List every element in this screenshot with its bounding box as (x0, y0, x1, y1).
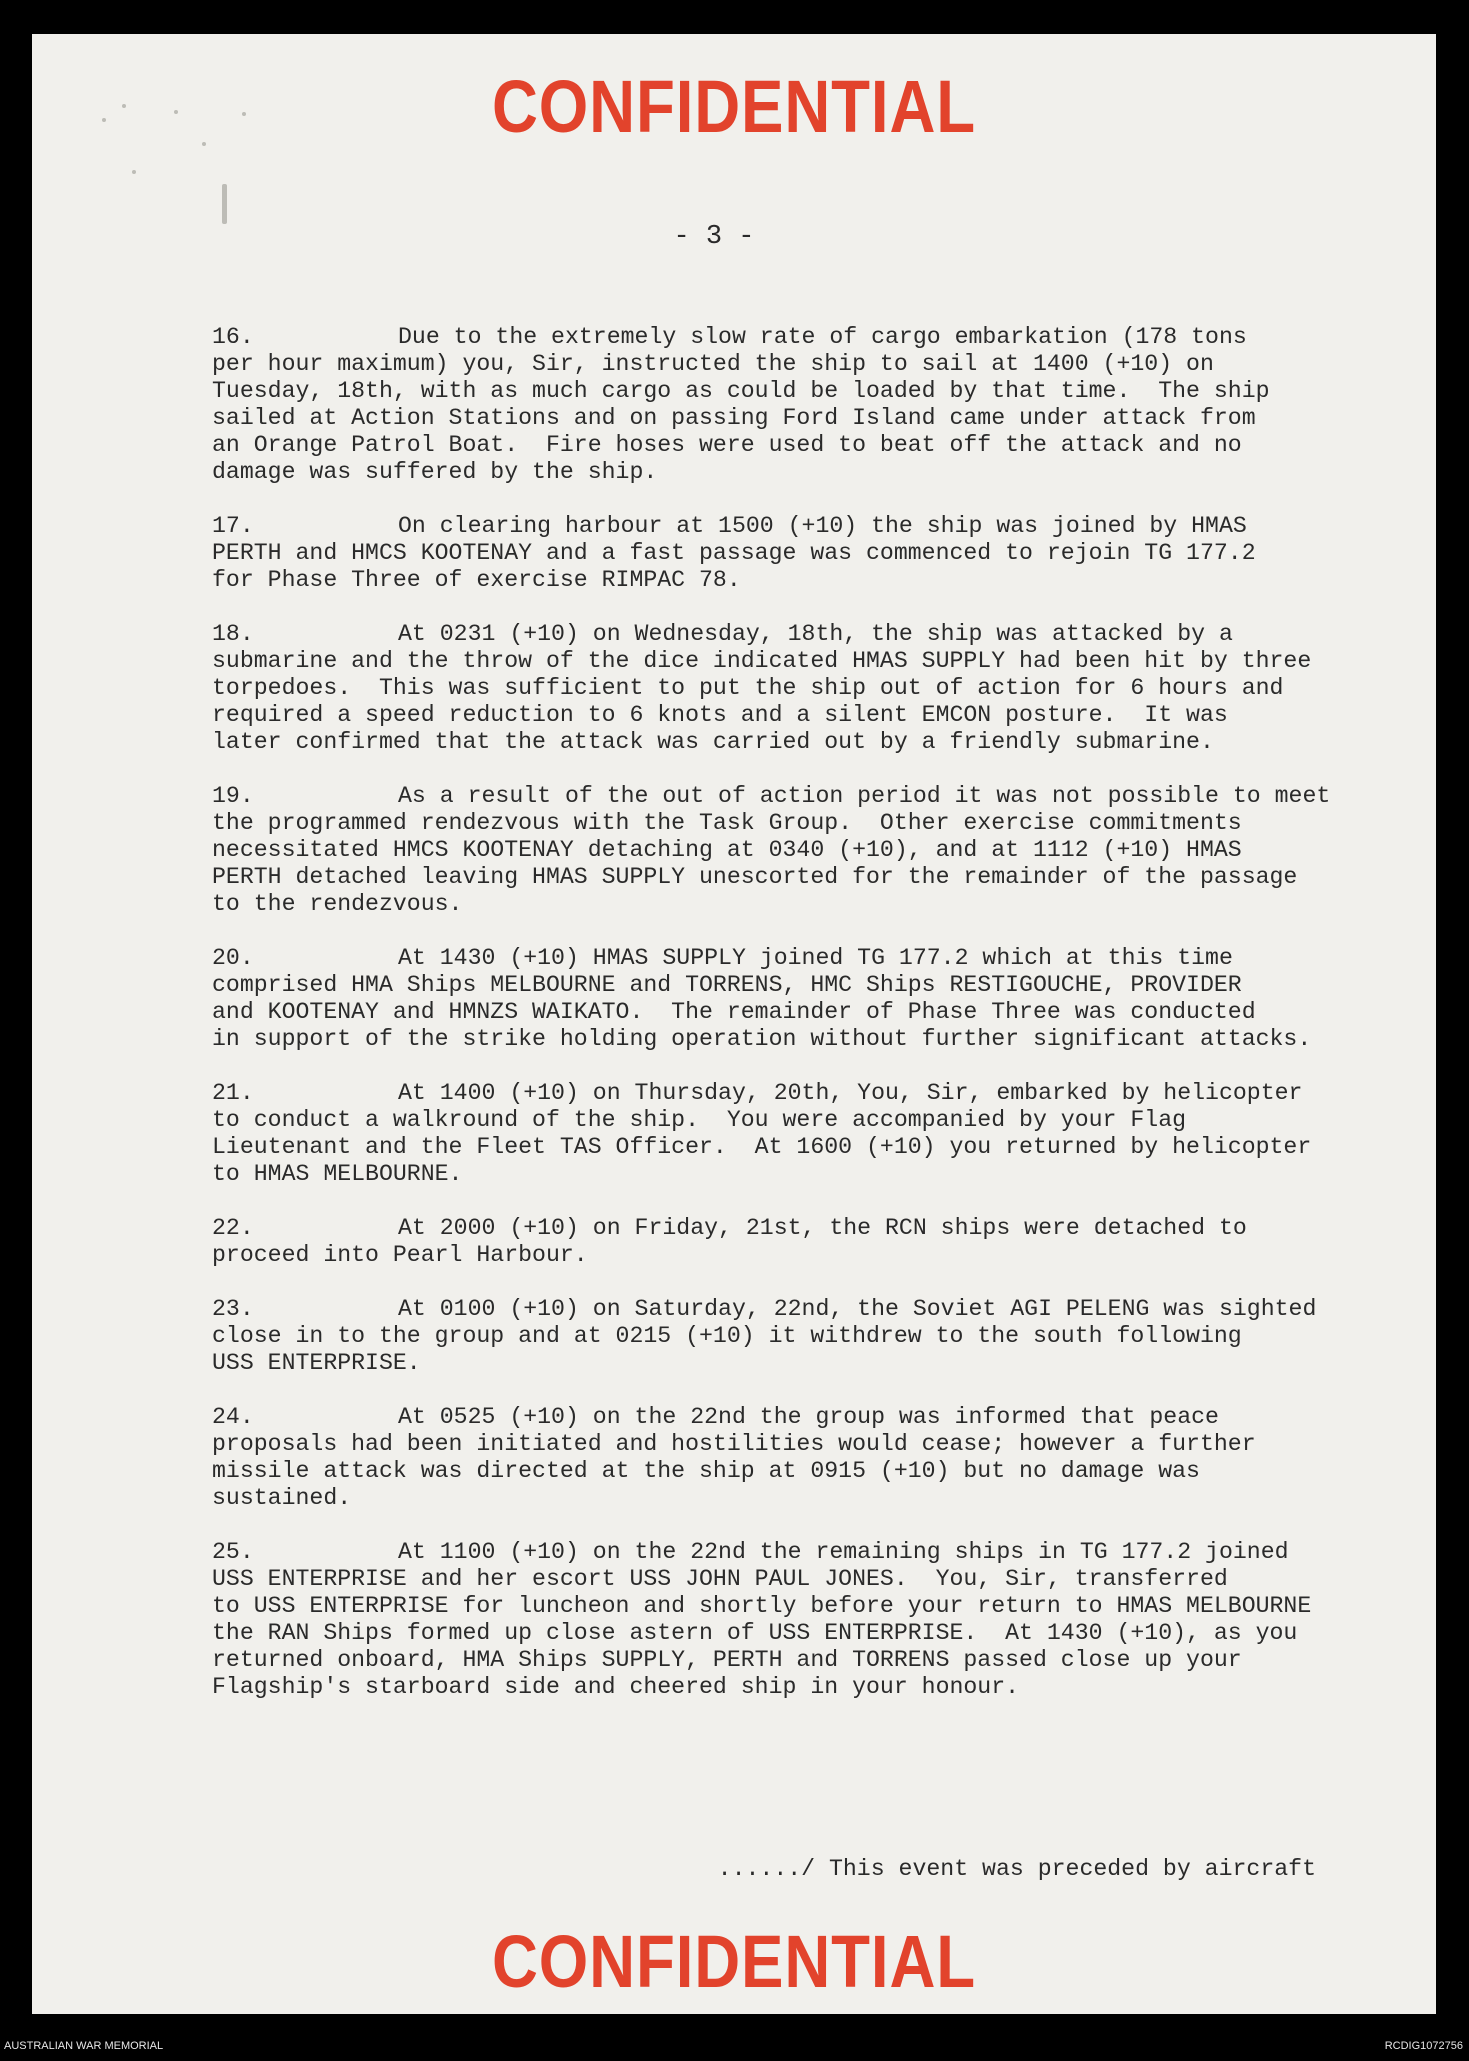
paragraph-number: 25. (212, 1539, 254, 1565)
paragraph-number: 17. (212, 513, 254, 539)
paragraph-line: proposals had been initiated and hostilities would cease; however a further (212, 1431, 1256, 1457)
paragraph-number: 21. (212, 1080, 254, 1106)
paragraph-text: At 0100 (+10) on Saturday, 22nd, the Soviet AGI PELENG was sighted (398, 1296, 1317, 1322)
paragraph (212, 1215, 1392, 1269)
paragraph-line (212, 1080, 1392, 1107)
paragraph (212, 1404, 1392, 1512)
paragraph-number: 18. (212, 621, 254, 647)
paragraph (212, 324, 1392, 486)
paragraph (212, 1539, 1392, 1701)
paragraph-line: to conduct a walkround of the ship. You were accompanied by your Flag (212, 1107, 1187, 1133)
paragraph-line: per hour maximum) you, Sir, instructed the ship to sail at 1400 (+10) on (212, 351, 1214, 377)
paragraph (212, 1080, 1392, 1188)
paragraph-text: At 2000 (+10) on Friday, 21st, the RCN ships were detached to (398, 1215, 1247, 1241)
paragraph-line: returned onboard, HMA Ships SUPPLY, PERTH and TORRENS passed close up your (212, 1647, 1242, 1673)
paragraph-line: close in to the group and at 0215 (+10) it withdrew to the south following (212, 1323, 1242, 1349)
paragraph-text: At 1400 (+10) on Thursday, 20th, You, Sir, embarked by helicopter (398, 1080, 1303, 1106)
paragraph-line: an Orange Patrol Boat. Fire hoses were used to beat off the attack and no (212, 432, 1242, 458)
paragraph-text: At 1430 (+10) HMAS SUPPLY joined TG 177.2 which at this time (398, 945, 1233, 971)
paragraph-line: the RAN Ships formed up close astern of USS ENTERPRISE. At 1430 (+10), as you (212, 1620, 1298, 1646)
paragraph-line (212, 1215, 1392, 1242)
paragraph-line: damage was suffered by the ship. (212, 459, 658, 485)
paragraph-line: USS ENTERPRISE and her escort USS JOHN PAUL JONES. You, Sir, transferred (212, 1566, 1228, 1592)
paragraph-number: 19. (212, 783, 254, 809)
continuation-line: ....../ This event was preceded by aircraft (717, 1856, 1316, 1882)
paragraph-number: 16. (212, 324, 254, 350)
paragraph (212, 513, 1392, 594)
paragraph-line: proceed into Pearl Harbour. (212, 1242, 588, 1268)
paragraph-line: to USS ENTERPRISE for luncheon and shortly before your return to HMAS MELBOURNE (212, 1593, 1312, 1619)
paragraph-line: sustained. (212, 1485, 352, 1511)
paragraph-text: As a result of the out of action period it was not possible to meet (398, 783, 1331, 809)
paragraph-line: USS ENTERPRISE. (212, 1350, 421, 1376)
paragraph-line (212, 513, 1392, 540)
paragraph-text: Due to the extremely slow rate of cargo embarkation (178 tons (398, 324, 1247, 350)
document-body (212, 324, 1392, 1728)
paragraph (212, 945, 1392, 1053)
paragraph (212, 783, 1392, 918)
paragraph-line: PERTH detached leaving HMAS SUPPLY unescorted for the remainder of the passage (212, 864, 1298, 890)
paragraph-line: and KOOTENAY and HMNZS WAIKATO. The remainder of Phase Three was conducted (212, 999, 1256, 1025)
paragraph-line: for Phase Three of exercise RIMPAC 78. (212, 567, 741, 593)
paragraph-line: to HMAS MELBOURNE. (212, 1161, 463, 1187)
paragraph-line (212, 621, 1392, 648)
paragraph-line: Lieutenant and the Fleet TAS Officer. At 1600 (+10) you returned by helicopter (212, 1134, 1312, 1160)
paragraph-line: Tuesday, 18th, with as much cargo as could be loaded by that time. The ship (212, 378, 1270, 404)
document-page (32, 34, 1436, 2014)
paragraph-text: At 0525 (+10) on the 22nd the group was informed that peace (398, 1404, 1219, 1430)
paragraph-line (212, 1296, 1392, 1323)
paragraph-line: Flagship's starboard side and cheered ship in your honour. (212, 1674, 1020, 1700)
paragraph-line: comprised HMA Ships MELBOURNE and TORRENS, HMC Ships RESTIGOUCHE, PROVIDER (212, 972, 1242, 998)
paragraph-line (212, 783, 1392, 810)
paragraph-line: to the rendezvous. (212, 891, 463, 917)
paragraph-number: 22. (212, 1215, 254, 1241)
confidential-stamp-top: CONFIDENTIAL (491, 65, 977, 148)
paragraph-line: the programmed rendezvous with the Task Group. Other exercise commitments (212, 810, 1242, 836)
paragraph-text: On clearing harbour at 1500 (+10) the ship was joined by HMAS (398, 513, 1247, 539)
paragraph-line: missile attack was directed at the ship at 0915 (+10) but no damage was (212, 1458, 1200, 1484)
paragraph-line: in support of the strike holding operation without further significant attacks. (212, 1026, 1312, 1052)
paragraph-line: submarine and the throw of the dice indicated HMAS SUPPLY had been hit by three (212, 648, 1312, 674)
paragraph-line (212, 1404, 1392, 1431)
paragraph-line: required a speed reduction to 6 knots and a silent EMCON posture. It was (212, 702, 1228, 728)
paragraph-line (212, 324, 1392, 351)
paragraph-line: PERTH and HMCS KOOTENAY and a fast passage was commenced to rejoin TG 177.2 (212, 540, 1256, 566)
paragraph-number: 20. (212, 945, 254, 971)
paragraph-text: At 1100 (+10) on the 22nd the remaining ships in TG 177.2 joined (398, 1539, 1289, 1565)
paragraph-line: later confirmed that the attack was carried out by a friendly submarine. (212, 729, 1214, 755)
paragraph-number: 23. (212, 1296, 254, 1322)
paragraph-text: At 0231 (+10) on Wednesday, 18th, the ship was attacked by a (398, 621, 1233, 647)
archive-id: RCDIG1072756 (1384, 2040, 1463, 2052)
paragraph-number: 24. (212, 1404, 254, 1430)
paragraph-line: sailed at Action Stations and on passing Ford Island came under attack from (212, 405, 1256, 431)
paragraph (212, 1296, 1392, 1377)
page-number: - 3 - (673, 222, 755, 252)
confidential-stamp-bottom: CONFIDENTIAL (491, 1920, 977, 2003)
paragraph (212, 621, 1392, 756)
paragraph-line (212, 945, 1392, 972)
paragraph-line (212, 1539, 1392, 1566)
archive-credit: AUSTRALIAN WAR MEMORIAL (4, 2040, 164, 2052)
paragraph-line: torpedoes. This was sufficient to put the ship out of action for 6 hours and (212, 675, 1284, 701)
paragraph-line: necessitated HMCS KOOTENAY detaching at 0340 (+10), and at 1112 (+10) HMAS (212, 837, 1242, 863)
